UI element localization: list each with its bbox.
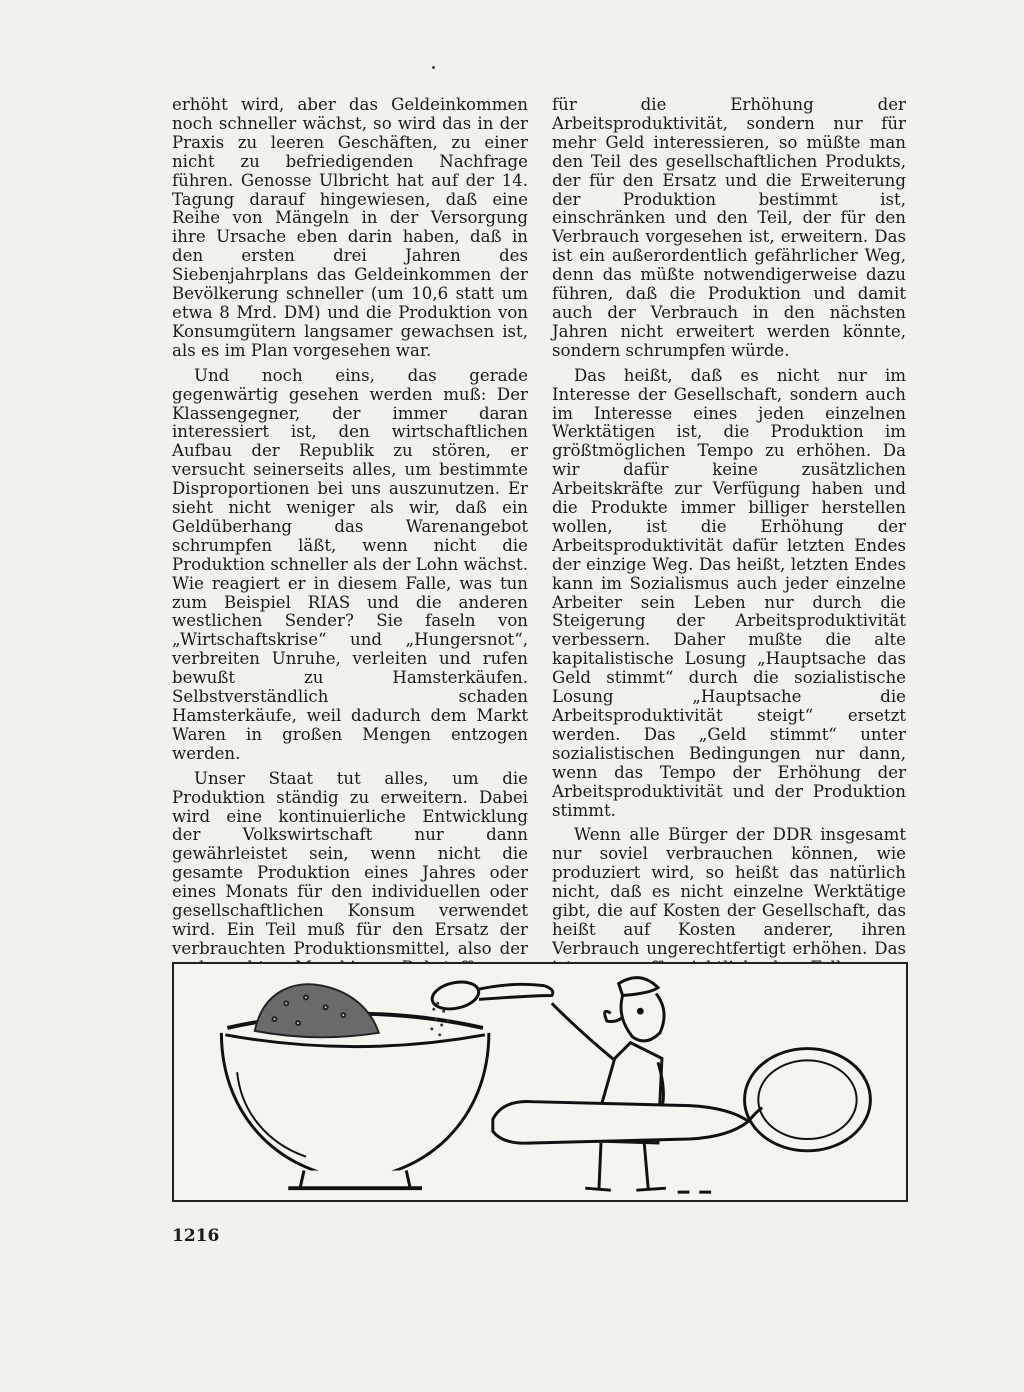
small-spoon-icon <box>430 978 553 1013</box>
bowl-icon <box>221 1014 488 1189</box>
paragraph: Das heißt, daß es nicht nur im Interesse der Gesellschaft, sondern auch im Interesse eines jeden einzelnen Werktätigen ist, die Produktion im größtmöglichen Tempo zu erhöhen. Da wir dafür keine zusätzlichen Arbeitskräfte zur Verfügung haben und die Produkte immer billiger herstellen wollen, ist die Erhöhung der Arbeitsproduktivität dafür letzten Endes der einzige Weg. Das heißt, letzten Endes kann im Sozialismus auch jeder einzelne Arbeiter sein Leben nur durch die Steigerung der Arbeitsproduktivität verbessern. Daher mußte die alte kapitalistische Losung „Hauptsache das Geld stimmt“ durch die sozialistische Losung „Hauptsache die Arbeitsproduktivität steigt“ ersetzt werden. Das „Geld stimmt“ unter sozialistischen Bedingungen nur dann, wenn das Tempo der Erhöhung der Arbeitsproduktivität und der Produktion stimmt. <box>552 365 906 820</box>
paragraph: für die Erhöhung der Arbeitsproduktivität, sondern nur für mehr Geld interessieren, so müßte man den Teil des gesellschaftlichen Produkts, der für den Ersatz und die Erweiterung der Produktion bestimmt ist, einschränken und den Teil, der für den Verbrauch vorgesehen ist, erweitern. Das ist ein außerordentlich gefährlicher Weg, denn das müßte notwendigerweise dazu führen, daß die Produktion und damit auch der Verbrauch in den nächsten Jahren nicht erweitert werden könnte, sondern schrumpfen würde. <box>552 95 906 360</box>
big-spoon-icon <box>493 1049 871 1151</box>
paragraph: Wenn alle Bürger der DDR insgesamt nur soviel verbrauchen können, wie produziert wird, so heißt das natürlich nicht, daß es nicht einzelne Werktätige gibt, die auf Kosten der Gesellschaft, das heißt auf Kosten anderer, ihren Verbrauch ungerechtfertigt erhöhen. Das <box>552 825 906 958</box>
paragraph: Und noch eins, das gerade gegenwärtig gesehen werden muß: Der Klassengegner, der immer daran interessiert ist, den wirtschaftlichen Aufbau der Republik zu stören, er versucht seinerseits alles, um bestimmte Disproportionen bei uns auszunutzen. Er sieht nicht weniger als wir, daß ein Geldüberhang das Warenangebot schrumpfen läßt, wenn nicht die Produktion schneller als der Lohn wächst. Wie reagiert er in diesem Falle, was tun zum Beispiel RIAS und die anderen westlichen Sender? Sie faseln von „Wirtschaftskrise“ und „Hungersnot“, verbreiten Unruhe, verleiten und rufen bewußt zu Hamsterkäufen. Selbstverständlich schaden Hamsterkäufe, weil dadurch dem Markt Waren in großen Mengen entzogen werden. <box>172 365 528 763</box>
cartoon-illustration <box>172 962 908 1202</box>
page-number: 1216 <box>172 1226 220 1246</box>
worker-figure <box>552 978 666 1191</box>
paragraph: Unser Staat tut alles, um die Produktion ständig zu erweitern. Dabei wird eine kontinuierliche Entwicklung der Volkswirtschaft nur dann gewährleistet sein, wenn nicht die gesamte Produktion eines Jahres oder eines Monats für den individuellen oder gesellschaftlichen Konsum verwendet wird. Ein Teil muß für den Ersatz der verbrauchten Produktionsmittel, also der <box>172 768 528 958</box>
left-column <box>172 96 528 1065</box>
right-column <box>552 96 906 1059</box>
scan-speck <box>432 66 435 69</box>
grain-heap <box>255 984 379 1037</box>
paragraph: erhöht wird, aber das Geldeinkommen noch schneller wächst, so wird das in der Praxis zu leeren Geschäften, zu einer nicht zu befriedigenden Nachfrage führen. Genosse Ulbricht hat auf der 14. Tagung darauf hingewiesen, daß eine Reihe von Mängeln in der Versorgung ihre Ursache eben darin haben, daß in den ersten drei Jahren des Siebenjahrplans das Geldeinkommen der Bevölkerung schneller (um 10,6 statt um etwa 8 Mrd. DM) und die Produktion von Konsumgütern langsamer gewachsen ist, als es im Plan vorgesehen war. <box>172 95 528 360</box>
